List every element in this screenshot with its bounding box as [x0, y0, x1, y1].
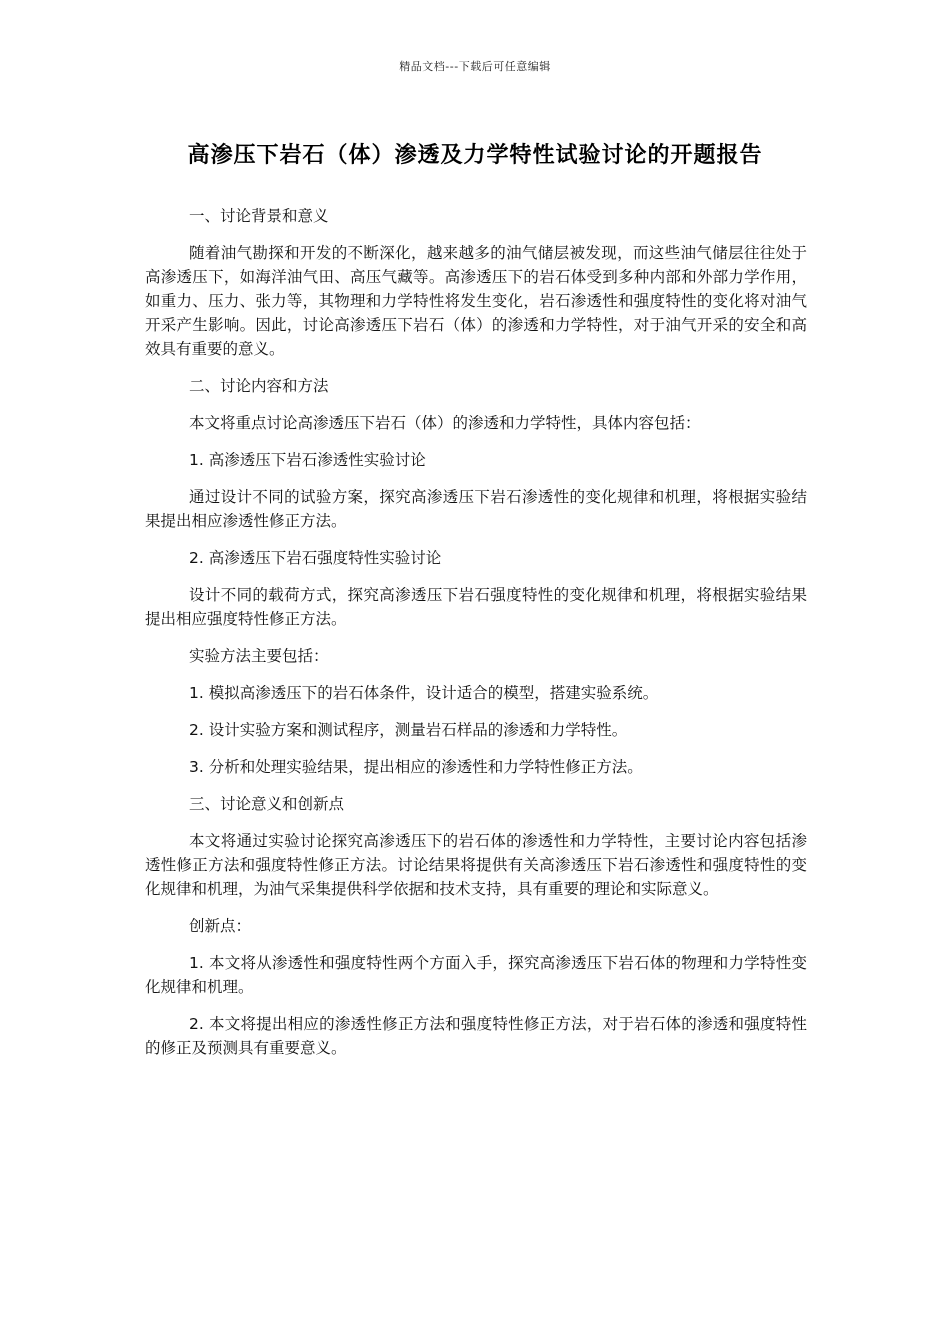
- list-item-strength-experiment: 2. 高渗透压下岩石强度特性实验讨论: [189, 549, 442, 567]
- paragraph-strength-experiment: 设计不同的载荷方式，探究高渗透压下岩石强度特性的变化规律和机理，将根据实验结果提出相应强度特性修正方法。: [145, 586, 807, 628]
- paragraph-significance: 本文将通过实验讨论探究高渗透压下的岩石体的渗透性和力学特性，主要讨论内容包括渗透性修正方法和强度特性修正方法。讨论结果将提供有关高渗透压下岩石渗透性和强度特性的变化规律和机理，为油气采集提供科学依据和技术支持，具有重要的理论和实际意义。: [145, 832, 807, 898]
- document-body: [145, 204, 807, 1073]
- section-heading-background: 一、讨论背景和意义: [189, 207, 329, 225]
- paragraph-innovation-intro: 创新点：: [189, 917, 252, 935]
- section-heading-content-methods: 二、讨论内容和方法: [189, 377, 329, 395]
- paragraph-content-intro: 本文将重点讨论高渗透压下岩石（体）的渗透和力学特性，具体内容包括：: [189, 414, 701, 432]
- list-item-innovation-1: 1. 本文将从渗透性和强度特性两个方面入手，探究高渗透压下岩石体的物理和力学特性变化规律和机理。: [145, 954, 807, 996]
- paragraph-methods-intro: 实验方法主要包括：: [189, 647, 329, 665]
- header-note: 精品文档---下载后可任意编辑: [399, 60, 551, 73]
- list-item-method-2: 2. 设计实验方案和测试程序，测量岩石样品的渗透和力学特性。: [189, 721, 628, 739]
- list-item-method-1: 1. 模拟高渗透压下的岩石体条件，设计适合的模型，搭建实验系统。: [189, 684, 659, 702]
- list-item-permeability-experiment: 1. 高渗透压下岩石渗透性实验讨论: [189, 451, 426, 469]
- section-heading-significance: 三、讨论意义和创新点: [189, 795, 345, 813]
- paragraph-permeability-experiment: 通过设计不同的试验方案，探究高渗透压下岩石渗透性的变化规律和机理，将根据实验结果提出相应渗透性修正方法。: [145, 488, 807, 530]
- paragraph-background: 随着油气勘探和开发的不断深化，越来越多的油气储层被发现，而这些油气储层往往处于高渗透压下，如海洋油气田、高压气藏等。高渗透压下的岩石体受到多种内部和外部力学作用，如重力、压力、张力等，其物理和力学特性将发生变化，岩石渗透性和强度特性的变化将对油气开采产生影响。因此，讨论高渗透压下岩石（体）的渗透和力学特性，对于油气开采的安全和高效具有重要的意义。: [145, 244, 807, 358]
- list-item-method-3: 3. 分析和处理实验结果，提出相应的渗透性和力学特性修正方法。: [189, 758, 643, 776]
- list-item-innovation-2: 2. 本文将提出相应的渗透性修正方法和强度特性修正方法，对于岩石体的渗透和强度特性的修正及预测具有重要意义。: [145, 1015, 807, 1057]
- document-title: 高渗压下岩石（体）渗透及力学特性试验讨论的开题报告: [187, 143, 763, 168]
